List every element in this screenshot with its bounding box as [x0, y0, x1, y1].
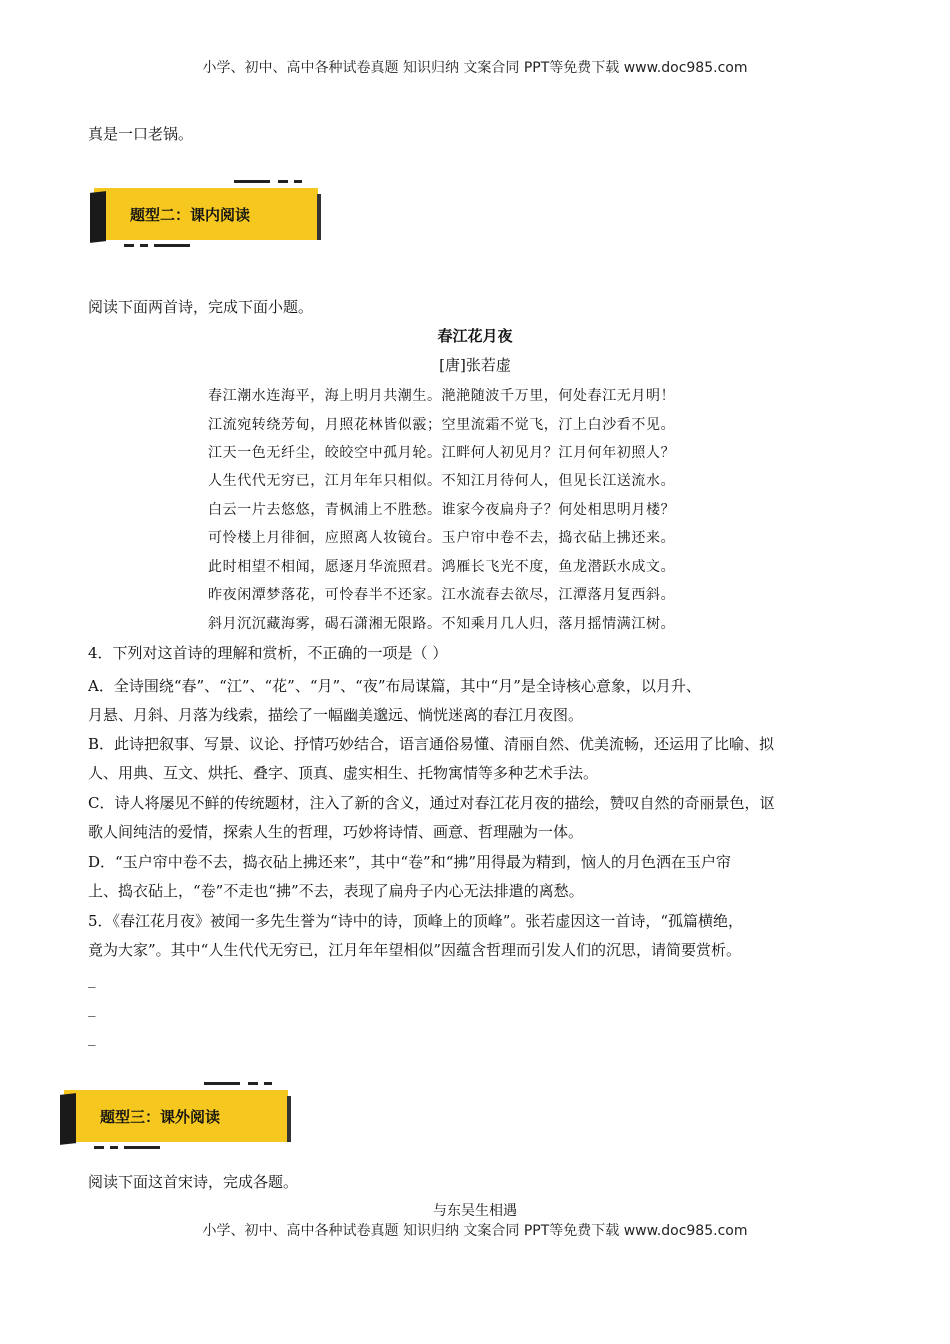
banner-accent [90, 191, 106, 243]
question-4-stem: 4．下列对这首诗的理解和赏析，不正确的一项是（ ） [88, 644, 448, 662]
option-b: B．此诗把叙事、写景、议论、抒情巧妙结合，语言通俗易懂、清丽自然、优美流畅，还运用了比喻、拟 [88, 735, 775, 753]
section3-poem-title: 与东吴生相遇 [433, 1203, 517, 1219]
poem-author: [唐]张若虚 [439, 356, 511, 374]
section2-title: 题型二：课内阅读 [130, 206, 251, 224]
poem-line: 白云一片去悠悠，青枫浦上不胜愁。谁家今夜扁舟子？何处相思明月楼？ [208, 502, 676, 518]
section2-instruction: 阅读下面两首诗，完成下面小题。 [88, 298, 314, 316]
poem-line: 此时相望不相闻，愿逐月华流照君。鸿雁长飞光不度，鱼龙潜跃水成文。 [208, 559, 676, 575]
section3-instruction: 阅读下面这首宋诗，完成各题。 [88, 1173, 299, 1191]
option-a-cont: 月悬、月斜、月落为线索，描绘了一幅幽美邈远、惝恍迷离的春江月夜图。 [88, 706, 584, 724]
intro-tail: 真是一口老锅。 [88, 125, 194, 143]
option-c: C．诗人将屡见不鲜的传统题材，注入了新的含义，通过对春江花月夜的描绘，赞叹自然的奇丽景色，讴 [88, 794, 775, 812]
page-footer: 小学、初中、高中各种试卷真题 知识归纳 文案合同 PPT等免费下载 www.doc985.com [202, 1223, 748, 1239]
section3-title: 题型三：课外阅读 [100, 1108, 221, 1126]
section3-banner [64, 1090, 288, 1142]
answer-blank[interactable]: _ [88, 999, 96, 1017]
banner-accent [60, 1093, 76, 1145]
question-5-stem-cont: 竟为大家”。其中“人生代代无穷已，江月年年望相似”因蕴含哲理而引发人们的沉思，请简要赏析。 [88, 941, 742, 959]
option-c-cont: 歌人间纯洁的爱情，探索人生的哲理，巧妙将诗情、画意、哲理融为一体。 [88, 823, 584, 841]
poem-line: 昨夜闲潭梦落花，可怜春半不还家。江水流春去欲尽，江潭落月复西斜。 [208, 587, 676, 603]
question-5-stem: 5．《春江花月夜》被闻一多先生誉为“诗中的诗，顶峰上的顶峰”。张若虚因这一首诗，“孤篇横绝， [88, 912, 744, 930]
answer-blank[interactable]: _ [88, 970, 96, 988]
option-d: D．“玉户帘中卷不去，捣衣砧上拂还来”，其中“卷”和“拂”用得最为精到，恼人的月色洒在玉户帘 [88, 853, 732, 871]
option-a: A．全诗围绕“春”、“江”、“花”、“月”、“夜”布局谋篇，其中“月”是全诗核心意象，以月升、 [88, 677, 701, 695]
option-b-cont: 人、用典、互文、烘托、叠字、顶真、虚实相生、托物寓情等多种艺术手法。 [88, 764, 599, 782]
poem-line: 可怜楼上月徘徊，应照离人妆镜台。玉户帘中卷不去，捣衣砧上拂还来。 [208, 530, 676, 546]
poem-line: 斜月沉沉藏海雾，碣石潇湘无限路。不知乘月几人归，落月摇情满江树。 [208, 616, 676, 632]
section2-banner [94, 188, 318, 240]
poem-line: 春江潮水连海平，海上明月共潮生。滟滟随波千万里，何处春江无月明！ [208, 388, 676, 404]
poem-line: 江天一色无纤尘，皎皎空中孤月轮。江畔何人初见月？江月何年初照人？ [208, 445, 676, 461]
page-header: 小学、初中、高中各种试卷真题 知识归纳 文案合同 PPT等免费下载 www.doc985.com [202, 60, 748, 76]
poem-title: 春江花月夜 [437, 327, 513, 345]
poem-line: 江流宛转绕芳甸，月照花林皆似霰；空里流霜不觉飞，汀上白沙看不见。 [208, 417, 676, 433]
option-d-cont: 上、捣衣砧上，“卷”不走也“拂”不去，表现了扁舟子内心无法排遣的离愁。 [88, 882, 584, 900]
poem-line: 人生代代无穷已，江月年年只相似。不知江月待何人，但见长江送流水。 [208, 473, 676, 489]
answer-blank[interactable]: _ [88, 1028, 96, 1046]
